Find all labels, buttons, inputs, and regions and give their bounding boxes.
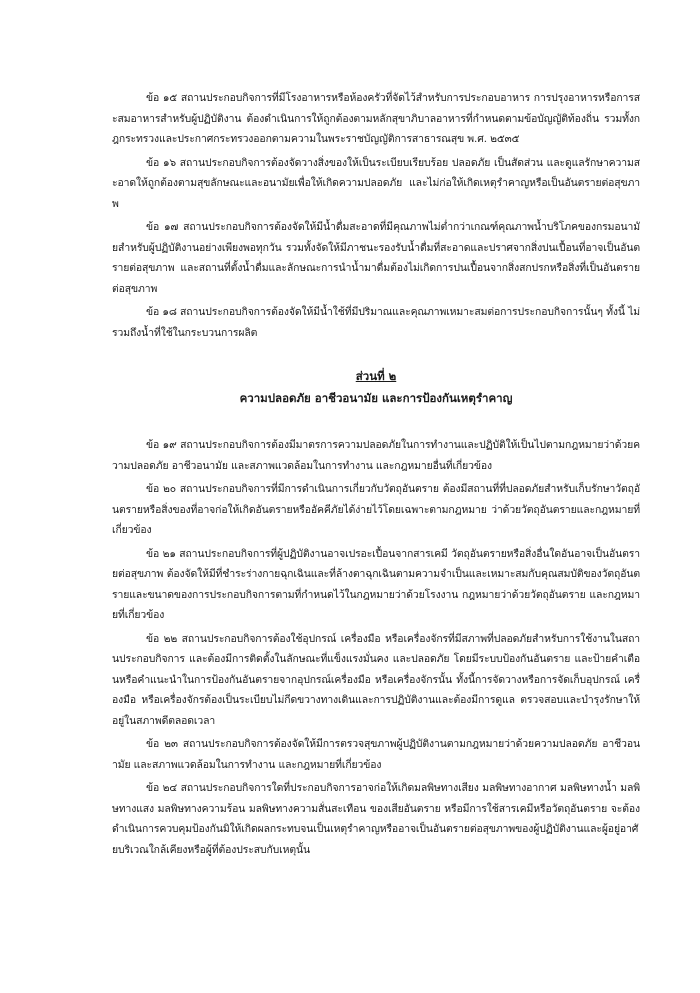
section-number: ส่วนที่ ๒ (355, 369, 397, 383)
document-body (112, 88, 640, 863)
section-heading (112, 365, 640, 409)
clause-18: ข้อ ๑๘ สถานประกอบกิจการต้องจัดให้มีน้ำใช้ที่มีปริมาณและคุณภาพเหมาะสมต่อการประกอบกิจการนั้นๆ ทั้งนี้ ไม่รวมถึงน้ำที่ใช้ในกระบวนการผลิต (112, 306, 640, 339)
clause-17: ข้อ ๑๗ สถานประกอบกิจการต้องจัดให้มีน้ำดื่มสะอาดที่มีคุณภาพไม่ต่ำกว่าเกณฑ์คุณภาพน้ำบริโภคของกรมอนามัยสำหรับผู้ปฏิบัติงานอย่างเพียงพอทุกวัน รวมทั้งจัดให้มีภาชนะรองรับน้ำดื่มที่สะอาดและปราศจากสิ่งปนเปื้อนที่อาจเป็นอันตรายต่อสุขภาพ และสถานที่ตั้งน้ำดื่มและลักษณะการนำน้ำมาดื่มต้องไม่เกิดการปนเปื้อนจากสิ่งสกปรกหรือสิ่งที่เป็นอันตรายต่อสุขภาพ (112, 221, 640, 295)
clause-15: ข้อ ๑๕ สถานประกอบกิจการที่มีโรงอาหารหรือห้องครัวที่จัดไว้สำหรับการประกอบอาหาร การปรุงอาหารหรือการสะสมอาหารสำหรับผู้ปฏิบัติงาน ต้องดำเนินการให้ถูกต้องตามหลักสุขาภิบาลอาหารที่กำหนดตามข้อบัญญัติท้องถิ่น รวมทั้งกฎกระทรวงและประกาศกระทรวงออกตามความในพระราชบัญญัติการสาธารณสุข พ.ศ. ๒๕๓๕ (112, 92, 640, 145)
section-title: ความปลอดภัย อาชีวอนามัย และการป้องกันเหตุรำคาญ (239, 391, 513, 405)
clause-19: ข้อ ๑๙ สถานประกอบกิจการต้องมีมาตรการความปลอดภัยในการทำงานและปฏิบัติให้เป็นไปตามกฎหมายว่าด้วยความปลอดภัย อาชีวอนามัย และสภาพแวดล้อมในการทำงาน และกฎหมายอื่นที่เกี่ยวข้อง (112, 439, 640, 472)
clause-16: ข้อ ๑๖ สถานประกอบกิจการต้องจัดวางสิ่งของให้เป็นระเบียบเรียบร้อย ปลอดภัย เป็นสัดส่วน และดูแลรักษาความสะอาดให้ถูกต้องตามสุขลักษณะและอนามัยเพื่อให้เกิดความปลอดภัย และไม่ก่อให้เกิดเหตุรำคาญหรือเป็นอันตรายต่อสุขภาพ (112, 156, 640, 210)
clause-24: ข้อ ๒๔ สถานประกอบกิจการใดที่ประกอบกิจการอาจก่อให้เกิดมลพิษทางเสียง มลพิษทางอากาศ มลพิษทางน้ำ มลพิษทางแสง มลพิษทางความร้อน มลพิษทางความสั่นสะเทือน ของเสียอันตราย หรือมีการใช้สารเคมีหรือวัตถุอันตราย จะต้องดำเนินการควบคุมป้องกันมิให้เกิดผลกระทบจนเป็นเหตุรำคาญหรืออาจเป็นอันตรายต่อสุขภาพของผู้ปฏิบัติงานและผู้อยู่อาศัยบริเวณใกล้เคียงหรือผู้ที่ต้องประสบกับเหตุนั้น (112, 782, 640, 856)
clause-22: ข้อ ๒๒ สถานประกอบกิจการต้องใช้อุปกรณ์ เครื่องมือ หรือเครื่องจักรที่มีสภาพที่ปลอดภัยสำหรับการใช้งานในสถานประกอบกิจการ และต้องมีการติดตั้งในลักษณะที่แข็งแรงมั่นคง และปลอดภัย โดยมีระบบป้องกันอันตราย และป้ายคำเตือนหรือคำแนะนำในการป้องกันอันตรายจากอุปกรณ์เครื่องมือ หรือเครื่องจักรนั้น ทั้งนี้การจัดวางหรือการจัดเก็บอุปกรณ์ เครื่องมือ หรือเครื่องจักรต้องเป็นระเบียบไม่กีดขวางทางเดินและการปฏิบัติงานและต้องมีการดูแล ตรวจสอบและบำรุงรักษาให้อยู่ในสภาพดีตลอดเวลา (112, 632, 640, 727)
clause-21: ข้อ ๒๑ สถานประกอบกิจการที่ผู้ปฏิบัติงานอาจเปรอะเปื้อนจากสารเคมี วัตถุอันตรายหรือสิ่งอื่นใดอันอาจเป็นอันตรายต่อสุขภาพ ต้องจัดให้มีที่ชำระร่างกายฉุกเฉินและที่ล้างตาฉุกเฉินตามความจำเป็นและเหมาะสมกับคุณสมบัติของวัตถุอันตรายและขนาดของการประกอบกิจการตามที่กำหนดไว้ในกฎหมายว่าด้วยโรงงาน กฎหมายว่าด้วยวัตถุอันตราย และกฎหมายที่เกี่ยวข้อง (112, 547, 640, 621)
clause-23: ข้อ ๒๓ สถานประกอบกิจการต้องจัดให้มีการตรวจสุขภาพผู้ปฏิบัติงานตามกฎหมายว่าด้วยความปลอดภัย อาชีวอนามัย และสภาพแวดล้อมในการทำงาน และกฎหมายที่เกี่ยวข้อง (112, 738, 640, 771)
clause-20: ข้อ ๒๐ สถานประกอบกิจการที่มีการดำเนินการเกี่ยวกับวัตถุอันตราย ต้องมีสถานที่ที่ปลอดภัยสำหรับเก็บรักษาวัตถุอันตรายหรือสิ่งของที่อาจก่อให้เกิดอันตรายหรืออัคคีภัยได้ง่ายไว้โดยเฉพาะตามกฎหมาย ว่าด้วยวัตถุอันตรายและกฎหมายที่เกี่ยวข้อง (112, 483, 640, 536)
